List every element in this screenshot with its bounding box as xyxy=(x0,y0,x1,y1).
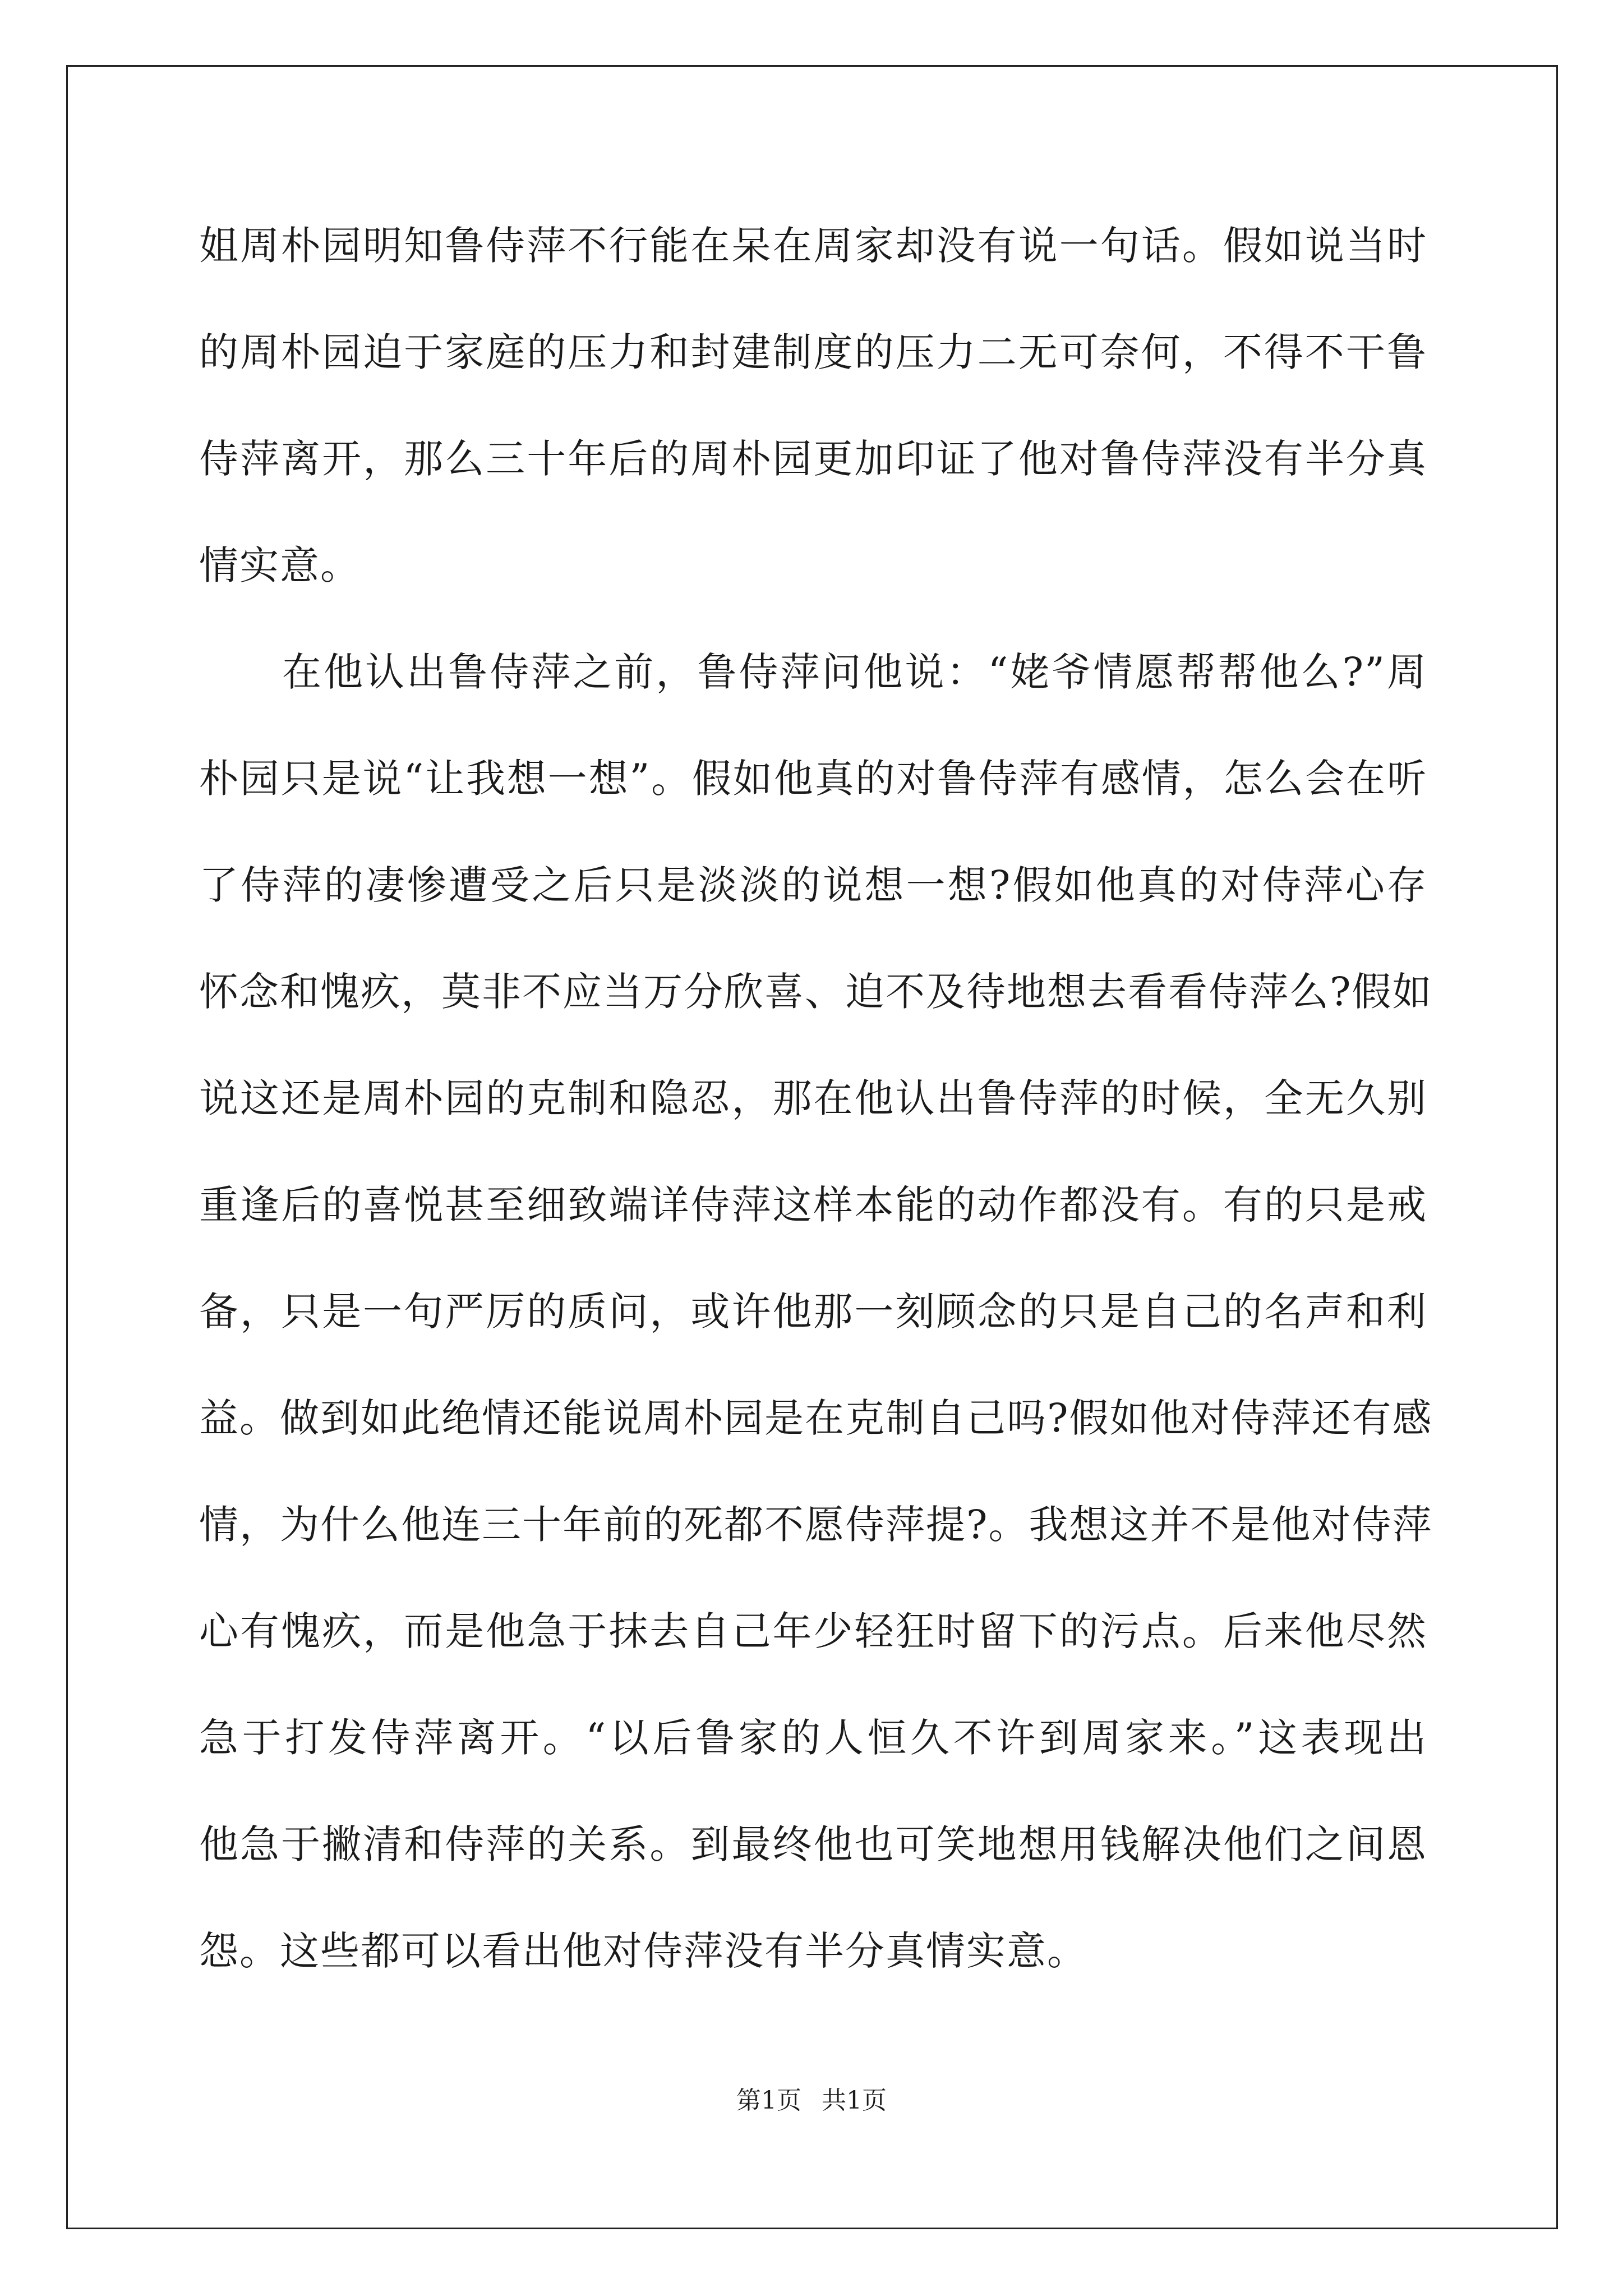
text-line: 情，为什么他连三十年前的死都不愿侍萍提?。我想这并不是他对侍萍 xyxy=(199,1502,1433,1548)
text-line: 急于打发侍萍离开。“以后鲁家的人恒久不许到周家来。”这表现出 xyxy=(199,1715,1427,1761)
text-line: 在他认出鲁侍萍之前，鲁侍萍问他说：“姥爷情愿帮帮他么?”周 xyxy=(199,649,1427,695)
document-body xyxy=(199,213,1433,2025)
text-line: 的周朴园迫于家庭的压力和封建制度的压力二无可奈何，不得不干鲁 xyxy=(199,329,1427,375)
text-line: 情实意。 xyxy=(199,542,361,588)
page-total: 共1页 xyxy=(822,2086,887,2115)
text-line: 说这还是周朴园的克制和隐忍，那在他认出鲁侍萍的时候，全无久别 xyxy=(199,1075,1427,1121)
text-line: 备，只是一句严厉的质问，或许他那一刻顾念的只是自己的名声和利 xyxy=(199,1289,1427,1335)
text-line: 怨。这些都可以看出他对侍萍没有半分真情实意。 xyxy=(199,1928,1087,1974)
page-number: 第1页 xyxy=(736,2086,801,2115)
text-line: 侍萍离开，那么三十年后的周朴园更加印证了他对鲁侍萍没有半分真 xyxy=(199,436,1427,482)
page-footer xyxy=(0,2084,1623,2118)
text-line: 他急于撇清和侍萍的关系。到最终他也可笑地想用钱解决他们之间恩 xyxy=(199,1821,1427,1867)
text-line: 重逢后的喜悦甚至细致端详侍萍这样本能的动作都没有。有的只是戒 xyxy=(199,1182,1427,1228)
text-line: 姐周朴园明知鲁侍萍不行能在呆在周家却没有说一句话。假如说当时 xyxy=(199,223,1427,269)
text-line: 怀念和愧疚，莫非不应当万分欣喜、迫不及待地想去看看侍萍么?假如 xyxy=(199,969,1433,1015)
text-line: 心有愧疚，而是他急于抹去自己年少轻狂时留下的污点。后来他尽然 xyxy=(199,1608,1427,1654)
text-line: 了侍萍的凄惨遭受之后只是淡淡的说想一想?假如他真的对侍萍心存 xyxy=(199,862,1427,908)
text-line: 益。做到如此绝情还能说周朴园是在克制自己吗?假如他对侍萍还有感 xyxy=(199,1395,1433,1441)
text-line: 朴园只是说“让我想一想”。假如他真的对鲁侍萍有感情，怎么会在听 xyxy=(199,756,1427,802)
